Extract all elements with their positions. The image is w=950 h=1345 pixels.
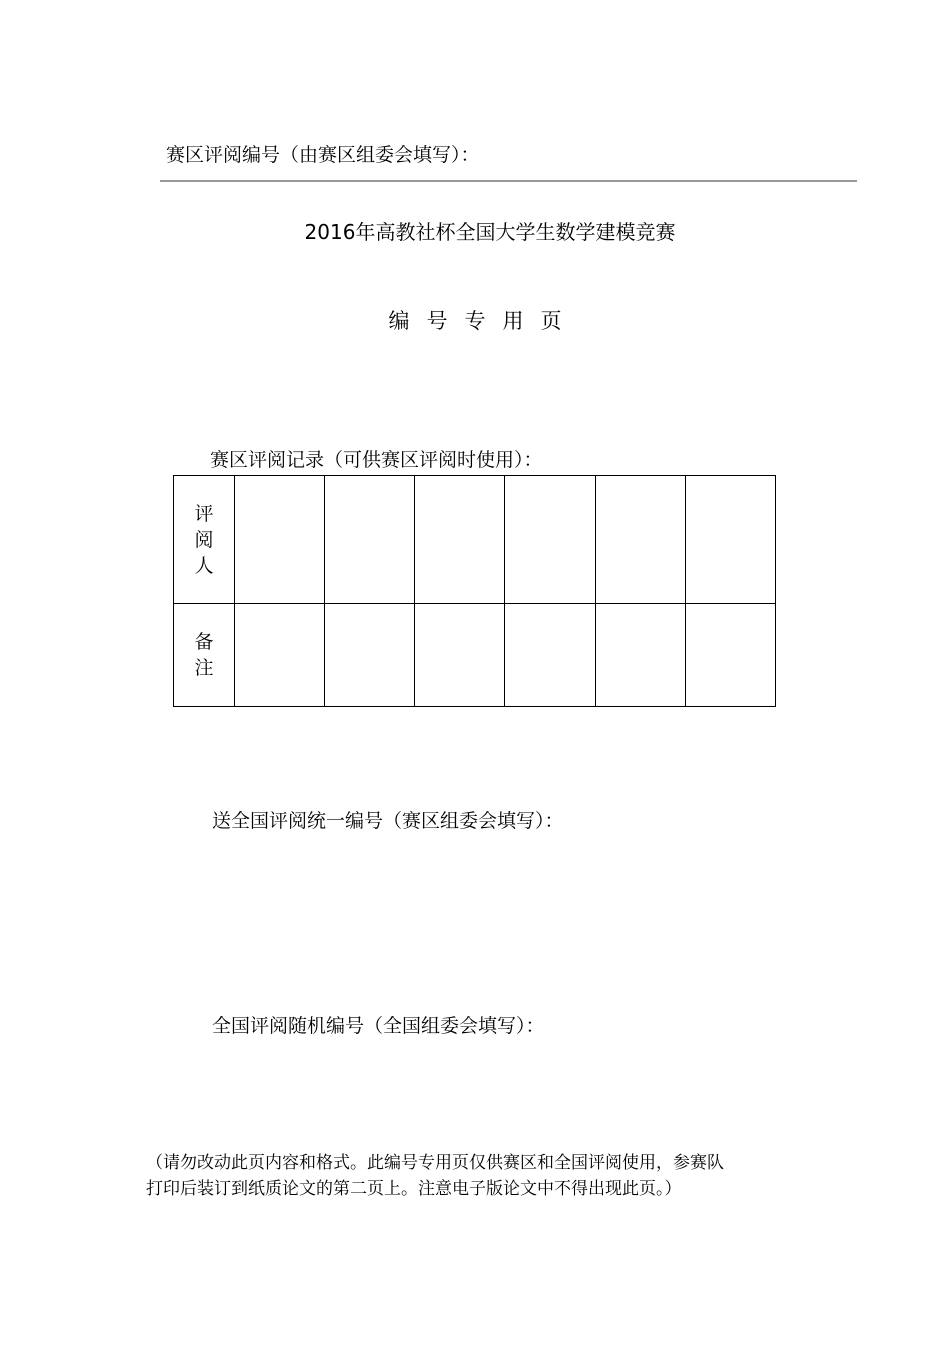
remarks-cell-5 [595,604,685,707]
remarks-cell-4 [505,604,595,707]
remarks-header-char: 注 [194,657,214,679]
reviewer-cell-2 [325,476,415,604]
remarks-header-char: 备 [194,631,214,653]
reviewer-cell-6 [685,476,775,604]
reviewer-cell-5 [595,476,685,604]
reviewer-header-cell [174,476,235,604]
remarks-cell-1 [235,604,325,707]
reviewer-header-char: 阅 [194,528,214,551]
reviewer-cell-3 [415,476,505,604]
review-record-label: 赛区评阅记录（可供赛区评阅时使用）： [210,449,543,471]
contest-title: 2016年高教社杯全国大学生数学建模竞赛 [304,220,676,244]
review-record-table [173,475,776,707]
table-row-reviewer [174,476,776,604]
note-line-2: 打印后装订到纸质论文的第二页上。注意电子版论文中不得出现此页。） [146,1179,682,1199]
reviewer-cell-4 [505,476,595,604]
remarks-cell-2 [325,604,415,707]
reviewer-header-char: 评 [194,502,214,525]
table-row-remarks [174,604,776,707]
remarks-header-cell [174,604,235,707]
header-review-number-label: 赛区评阅编号（由赛区组委会填写）： [166,144,480,166]
reviewer-header-char: 人 [194,554,214,577]
national-unified-number-label: 送全国评阅统一编号（赛区组委会填写）： [212,810,564,832]
national-random-number-label: 全国评阅随机编号（全国组委会填写）： [212,1015,545,1037]
page-heading: 编号专用页 [388,309,579,333]
header-divider [160,180,857,182]
remarks-cell-6 [685,604,775,707]
note-line-1: （请勿改动此页内容和格式。此编号专用页仅供赛区和全国评阅使用，参赛队 [146,1153,724,1173]
remarks-cell-3 [415,604,505,707]
reviewer-cell-1 [235,476,325,604]
